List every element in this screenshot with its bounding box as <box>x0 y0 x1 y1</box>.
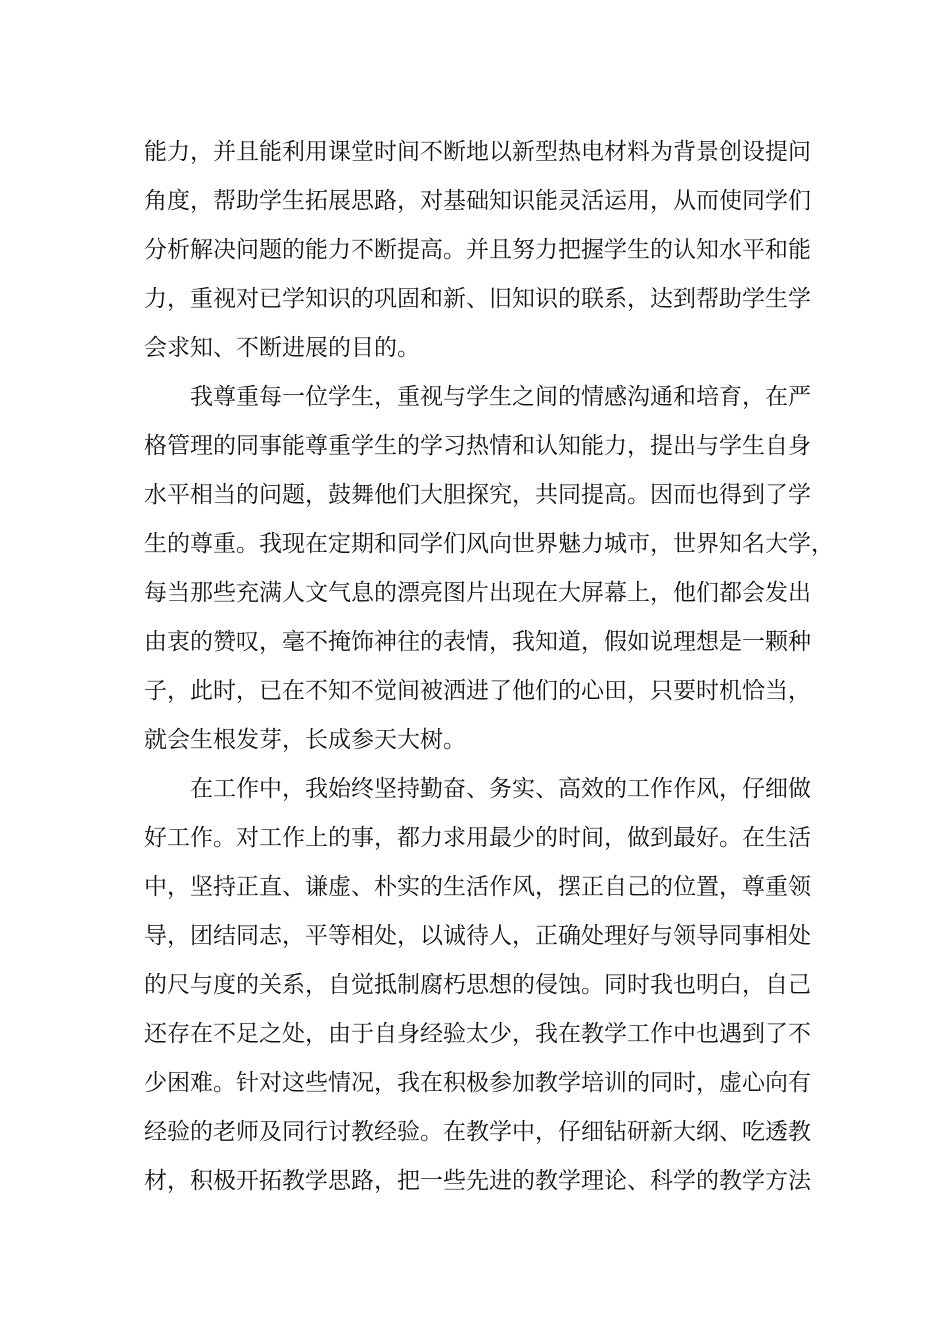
text-line: 材，积极开拓教学思路，把一些先进的教学理论、科学的教学方法 <box>144 1168 811 1194</box>
text-line: 能力，并且能利用课堂时间不断地以新型热电材料为背景创设提问 <box>144 139 811 165</box>
text-line: 好工作。对工作上的事，都力求用最少的时间，做到最好。在生活 <box>144 825 811 851</box>
text-line: 格管理的同事能尊重学生的学习热情和认知能力，提出与学生自身 <box>144 433 811 459</box>
text-line: 角度，帮助学生拓展思路，对基础知识能灵活运用，从而使同学们 <box>144 188 811 214</box>
text-line: 中，坚持正直、谦虚、朴实的生活作风，摆正自己的位置，尊重领 <box>144 874 811 900</box>
text-line: 还存在不足之处，由于自身经验太少，我在教学工作中也遇到了不 <box>144 1021 811 1047</box>
text-line: 的尺与度的关系，自觉抵制腐朽思想的侵蚀。同时我也明白，自己 <box>144 972 811 998</box>
text-line: 生的尊重。我现在定期和同学们风向世界魅力城市，世界知名大学， <box>144 531 834 557</box>
text-line: 经验的老师及同行讨教经验。在教学中，仔细钻研新大纲、吃透教 <box>144 1119 811 1145</box>
body-text <box>144 128 834 1206</box>
text-line: 子，此时，已在不知不觉间被洒进了他们的心田，只要时机恰当， <box>144 678 811 704</box>
text-line: 导，团结同志，平等相处，以诚待人，正确处理好与领导同事相处 <box>144 923 811 949</box>
text-line: 少困难。针对这些情况，我在积极参加教学培训的同时，虚心向有 <box>144 1070 811 1096</box>
text-line: 会求知、不断进展的目的。 <box>144 335 420 361</box>
text-line: 分析解决问题的能力不断提高。并且努力把握学生的认知水平和能 <box>144 237 811 263</box>
text-line: 由衷的赞叹，毫不掩饰神往的表情，我知道，假如说理想是一颗种 <box>144 629 811 655</box>
paragraph-first-line: 在工作中，我始终坚持勤奋、务实、高效的工作作风，仔细做 <box>144 776 811 802</box>
paragraph-first-line: 我尊重每一位学生，重视与学生之间的情感沟通和培育，在严 <box>144 384 811 410</box>
text-line: 每当那些充满人文气息的漂亮图片出现在大屏幕上，他们都会发出 <box>144 580 811 606</box>
text-line: 就会生根发芽，长成参天大树。 <box>144 727 466 753</box>
text-line: 力，重视对已学知识的巩固和新、旧知识的联系，达到帮助学生学 <box>144 286 811 312</box>
text-line: 水平相当的问题，鼓舞他们大胆探究，共同提高。因而也得到了学 <box>144 482 811 508</box>
